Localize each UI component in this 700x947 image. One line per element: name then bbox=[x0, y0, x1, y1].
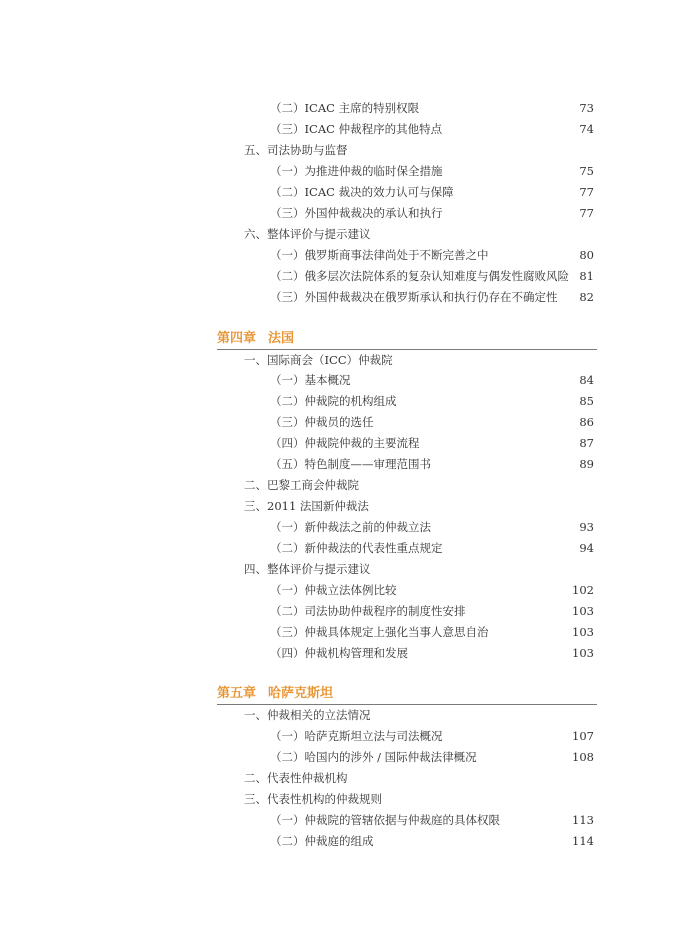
toc-entry-title: （五）特色制度——审理范围书 bbox=[270, 457, 431, 471]
toc-entry-title: （二）哈国内的涉外 / 国际仲裁法律概况 bbox=[270, 750, 477, 764]
toc-subsection bbox=[270, 203, 594, 223]
toc-page-number: 93 bbox=[579, 520, 594, 534]
toc-entry-title: （二）仲裁庭的组成 bbox=[270, 834, 374, 848]
toc-page-number: 89 bbox=[579, 457, 594, 471]
toc-entry-title: 三、2011 法国新仲裁法 bbox=[244, 499, 369, 513]
toc-subsection bbox=[270, 412, 594, 432]
toc-page-number: 77 bbox=[579, 185, 594, 199]
toc-entry-title: （三）仲裁员的选任 bbox=[270, 415, 374, 429]
toc-page-number: 73 bbox=[579, 101, 594, 115]
toc-subsection bbox=[270, 454, 594, 474]
toc-entry-title: （一）为推进仲裁的临时保全措施 bbox=[270, 164, 443, 178]
toc-entry-title: （一）仲裁院的管辖依据与仲裁庭的具体权限 bbox=[270, 813, 500, 827]
toc-section bbox=[244, 475, 594, 495]
toc-subsection bbox=[270, 391, 594, 411]
toc-page-number: 85 bbox=[579, 394, 594, 408]
toc-entry-title: 六、整体评价与提示建议 bbox=[244, 227, 371, 241]
toc-entry-title: 三、代表性机构的仲裁规则 bbox=[244, 792, 382, 806]
toc-entry-title: （一）哈萨克斯坦立法与司法概况 bbox=[270, 729, 443, 743]
toc-entry-title: （二）ICAC 裁决的效力认可与保障 bbox=[270, 185, 454, 199]
toc-entry-title: （一）新仲裁法之前的仲裁立法 bbox=[270, 520, 431, 534]
toc-subsection bbox=[270, 433, 594, 453]
toc-page-number: 75 bbox=[579, 164, 594, 178]
toc-entry-title: （三）ICAC 仲裁程序的其他特点 bbox=[270, 122, 443, 136]
toc-page-number: 108 bbox=[572, 750, 594, 764]
toc-section bbox=[244, 789, 594, 809]
toc-subsection bbox=[270, 161, 594, 181]
toc-entry-title: （一）仲裁立法体例比较 bbox=[270, 583, 397, 597]
toc-entry-title: 四、整体评价与提示建议 bbox=[244, 562, 371, 576]
toc-page-number: 81 bbox=[579, 269, 594, 283]
toc-subsection bbox=[270, 182, 594, 202]
toc-page-number: 74 bbox=[579, 122, 594, 136]
toc-page-number: 87 bbox=[579, 436, 594, 450]
chapter-heading bbox=[217, 329, 597, 349]
chapter-title: 法国 bbox=[268, 331, 295, 346]
toc-page-number: 80 bbox=[579, 248, 594, 262]
toc-subsection bbox=[270, 622, 594, 642]
toc-subsection bbox=[270, 538, 594, 558]
toc-entry-title: （三）仲裁具体规定上强化当事人意思自治 bbox=[270, 625, 489, 639]
toc-entry-title: （四）仲裁机构管理和发展 bbox=[270, 646, 408, 660]
toc-entry-title: （三）外国仲裁裁决的承认和执行 bbox=[270, 206, 443, 220]
toc-section bbox=[244, 140, 594, 160]
toc-page-number: 107 bbox=[572, 729, 594, 743]
toc-entry-title: （三）外国仲裁裁决在俄罗斯承认和执行仍存在不确定性 bbox=[270, 290, 558, 304]
toc-page-number: 94 bbox=[579, 541, 594, 555]
toc-entry-title: 五、司法协助与监督 bbox=[244, 143, 348, 157]
toc-subsection bbox=[270, 831, 594, 851]
toc-entry-title: 二、代表性仲裁机构 bbox=[244, 771, 348, 785]
toc-subsection bbox=[270, 747, 594, 767]
toc-page-number: 77 bbox=[579, 206, 594, 220]
toc-page-number: 103 bbox=[572, 625, 594, 639]
toc-section bbox=[244, 224, 594, 244]
toc-section bbox=[244, 705, 594, 725]
toc-page-number: 103 bbox=[572, 604, 594, 618]
toc-subsection bbox=[270, 98, 594, 118]
toc-entry-title: （二）俄多层次法院体系的复杂认知难度与偶发性腐败风险 bbox=[270, 269, 569, 283]
toc-subsection bbox=[270, 601, 594, 621]
toc-subsection bbox=[270, 245, 594, 265]
chapter-heading bbox=[217, 684, 597, 704]
toc-section bbox=[244, 496, 594, 516]
toc-entry-title: （一）基本概况 bbox=[270, 373, 351, 387]
toc-entry-title: （二）司法协助仲裁程序的制度性安排 bbox=[270, 604, 466, 618]
toc-page-number: 84 bbox=[579, 373, 594, 387]
toc-subsection bbox=[270, 643, 594, 663]
toc-page-number: 82 bbox=[579, 290, 594, 304]
toc-page-number: 113 bbox=[572, 813, 594, 827]
toc-entry-title: （二）新仲裁法的代表性重点规定 bbox=[270, 541, 443, 555]
chapter-number: 第四章 bbox=[217, 331, 257, 346]
toc-section bbox=[244, 350, 594, 370]
toc-subsection bbox=[270, 370, 594, 390]
toc-subsection bbox=[270, 726, 594, 746]
toc-section bbox=[244, 768, 594, 788]
toc-subsection bbox=[270, 119, 594, 139]
chapter-number: 第五章 bbox=[217, 686, 257, 701]
toc-entry-title: （四）仲裁院仲裁的主要流程 bbox=[270, 436, 420, 450]
toc-subsection bbox=[270, 517, 594, 537]
toc-entry-title: 二、巴黎工商会仲裁院 bbox=[244, 478, 359, 492]
toc-page-number: 86 bbox=[579, 415, 594, 429]
toc-entry-title: （二）仲裁院的机构组成 bbox=[270, 394, 397, 408]
toc-entry-title: 一、国际商会（ICC）仲裁院 bbox=[244, 353, 393, 367]
toc-section bbox=[244, 559, 594, 579]
chapter-title: 哈萨克斯坦 bbox=[268, 686, 334, 701]
toc-entry-title: （一）俄罗斯商事法律尚处于不断完善之中 bbox=[270, 248, 489, 262]
toc-entry-title: （二）ICAC 主席的特别权限 bbox=[270, 101, 420, 115]
toc-page-number: 102 bbox=[572, 583, 594, 597]
toc-subsection bbox=[270, 580, 594, 600]
toc-subsection bbox=[270, 287, 594, 307]
toc-subsection bbox=[270, 266, 594, 286]
toc-subsection bbox=[270, 810, 594, 830]
toc-entry-title: 一、仲裁相关的立法情况 bbox=[244, 708, 371, 722]
toc-page-number: 114 bbox=[572, 834, 594, 848]
toc-page-number: 103 bbox=[572, 646, 594, 660]
